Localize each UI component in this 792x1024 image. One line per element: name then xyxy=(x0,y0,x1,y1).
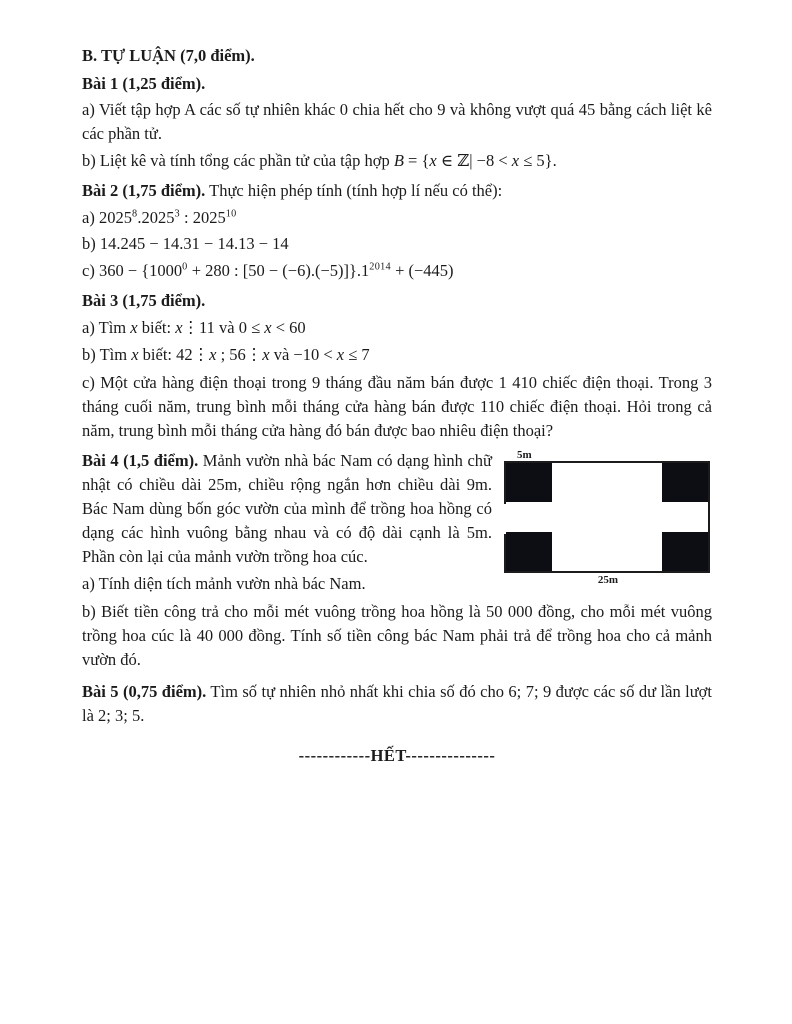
problem-2-part-c: c) $360 - \{1000^0 + 280$ : $[50 - (-6).(-5)]\}.1^{2014} + (-445)$ xyxy=(82,261,454,281)
problem-3-part-a: a) Tìm x biết: x⋮11 và 0 ≤ x < 60 xyxy=(82,318,306,338)
section-heading: B. TỰ LUẬN (7,0 điểm). xyxy=(82,46,255,65)
problem-2-intro: Thực hiện phép tính (tính hợp lí nếu có thể): xyxy=(205,180,503,200)
rose-square-top-right xyxy=(662,463,708,502)
rose-square-bottom-left xyxy=(506,532,552,571)
problem-4-label: Bài 4 (1,5 điểm). xyxy=(82,450,199,470)
problem-4-text: Mảnh vườn nhà bác Nam có dạng hình chữ nhật có chiều dài 25m, chiều rộng ngắn hơn chiều dài 9m. Bác Nam dùng bốn góc vườn của mình để trồng hoa hồng có dạng các hình vuông bằng nhau và có độ dài cạnh là 5m. Phần còn lại của mảnh vườn trồng hoa cúc. xyxy=(82,450,492,566)
garden-figure xyxy=(504,449,712,588)
problem-3-part-b: b) Tìm x biết: 42⋮x ; 56⋮x và −10 < x ≤ 7 xyxy=(82,345,370,365)
rose-square-bottom-right xyxy=(662,532,708,571)
end-of-exam-marker: ------------HẾT--------------- xyxy=(298,745,496,765)
problem-2-label: Bài 2 (1,75 điểm). xyxy=(82,180,206,200)
problem-3-title: Bài 3 (1,75 điểm). xyxy=(82,291,206,311)
rose-square-top-left xyxy=(506,463,552,502)
problem-3-part-c: c) Một cửa hàng điện thoại trong 9 tháng đầu năm bán được 1 410 chiếc điện thoại. Trong 3 tháng cuối năm, trung bình mỗi tháng cửa hàng bán được 110 chiếc điện thoại. Hỏi trong cả năm, trung bình mỗi tháng cửa hàng đó bán được bao nhiêu điện thoại? xyxy=(82,373,712,440)
left-border-gap xyxy=(504,504,506,534)
garden-rectangle xyxy=(504,461,710,573)
problem-5-text: Tìm số tự nhiên nhỏ nhất khi chia số đó cho 6; 7; 9 được các số dư lần lượt là 2; 3; 5. xyxy=(82,682,712,726)
figure-length-label: 25m xyxy=(597,573,619,586)
problem-1-part-b: b) Liệt kê và tính tổng các phần tử của tập hợp B = {x ∈ ℤ| −8 < x ≤ 5}. xyxy=(82,150,557,170)
problem-5-label: Bài 5 (0,75 điểm). xyxy=(82,682,207,702)
problem-2-part-b: b) 14.245 − 14.31 − 14.13 − 14 xyxy=(82,234,289,254)
problem-4-block xyxy=(82,449,712,672)
problem-4-part-a: a) Tính diện tích mảnh vườn nhà bác Nam. xyxy=(82,574,366,594)
figure-width-label: 5m xyxy=(517,448,532,461)
problem-2-part-a: a) 2025$^8$.2025$^3$ : 2025$^{10}$ xyxy=(82,207,237,227)
problem-1-part-a: a) Viết tập hợp A các số tự nhiên khác 0 chia hết cho 9 và không vượt quá 45 bằng cách liệt kê các phần tử. xyxy=(82,99,712,143)
problem-2-heading xyxy=(82,179,712,203)
problem-4-part-b: b) Biết tiền công trả cho mỗi mét vuông trồng hoa hồng là 50 000 đồng, cho mỗi mét vuông trồng hoa cúc là 40 000 đồng. Tính số tiền công bác Nam phải trả để trồng hoa cho cả mảnh vườn đó. xyxy=(82,602,712,670)
problem-5-statement xyxy=(82,680,712,728)
problem-1-title: Bài 1 (1,25 điểm). xyxy=(82,73,206,93)
